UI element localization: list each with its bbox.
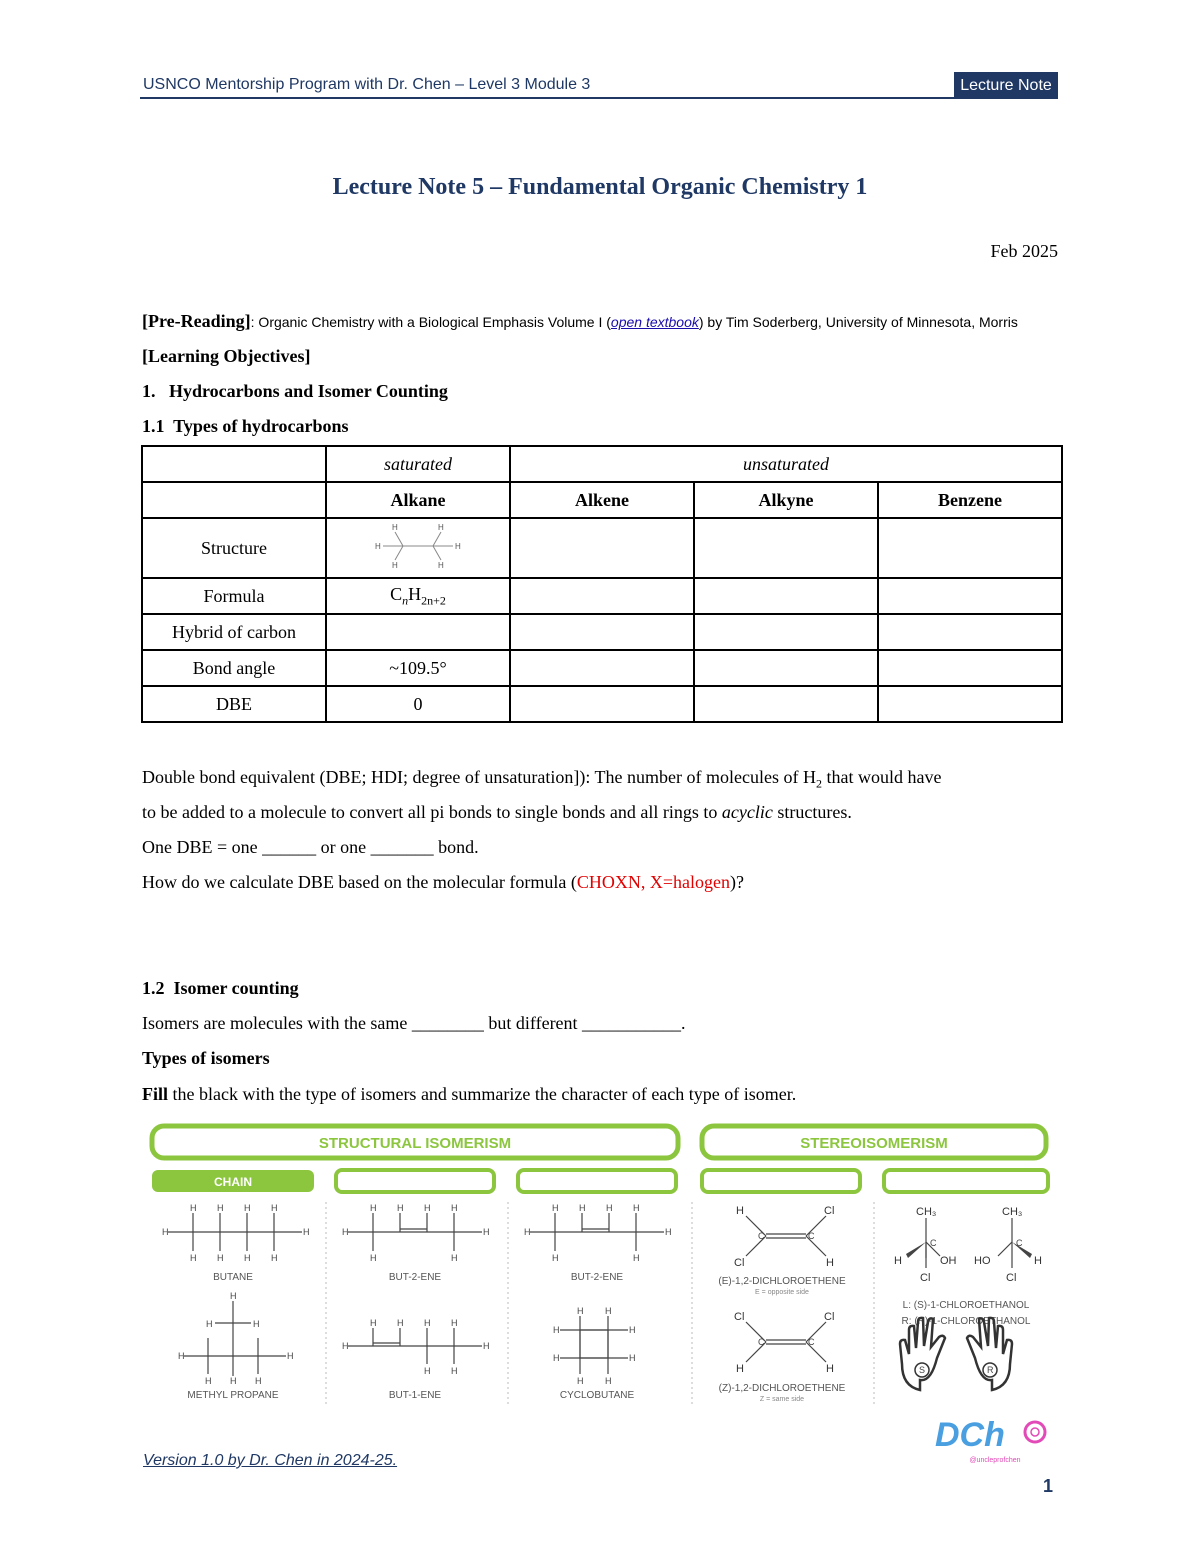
svg-text:H: H — [894, 1255, 902, 1267]
svg-text:H: H — [217, 1253, 224, 1263]
z-dichloroethene-molecule — [719, 1311, 846, 1403]
svg-text:H: H — [162, 1227, 169, 1237]
svg-text:H: H — [665, 1227, 672, 1237]
e-dichloroethene-molecule — [718, 1205, 846, 1296]
svg-text:C: C — [808, 1231, 815, 1241]
benzene-angle — [878, 650, 1062, 686]
chain-tab-text: CHAIN — [214, 1175, 252, 1189]
benzene-formula — [878, 578, 1062, 614]
but2ene-b-molecule — [524, 1203, 672, 1283]
svg-text:C: C — [758, 1231, 765, 1241]
right-hand-icon — [967, 1318, 1012, 1390]
svg-text:Cl: Cl — [734, 1257, 745, 1269]
left-hand-icon — [900, 1318, 945, 1390]
svg-text:H: H — [606, 1203, 613, 1213]
isomers-definition: Isomers are molecules with the same ________ but different ___________. — [142, 1013, 686, 1033]
svg-text:H: H — [253, 1319, 260, 1329]
row-structure-label: Structure — [142, 518, 326, 578]
svg-text:H: H — [342, 1341, 349, 1351]
one-dbe-blank: One DBE = one ______ or one _______ bond. — [142, 837, 479, 857]
prereading-label: [Pre-Reading] — [142, 311, 251, 331]
svg-text:H: H — [553, 1353, 560, 1363]
svg-text:H: H — [629, 1325, 636, 1335]
cyclobutane-label: CYCLOBUTANE — [559, 1390, 635, 1401]
svg-text:H: H — [1034, 1255, 1042, 1267]
methylpropane-label: METHYL PROPANE — [187, 1390, 279, 1401]
unsaturated-header: unsaturated — [510, 446, 1062, 482]
alkane-angle: ~109.5° — [326, 650, 510, 686]
svg-text:H: H — [629, 1353, 636, 1363]
saturated-header: saturated — [326, 446, 510, 482]
svg-text:C: C — [930, 1238, 937, 1248]
atom-h: H — [392, 522, 398, 532]
alkene-angle — [510, 650, 694, 686]
row-dbe-label: DBE — [142, 686, 326, 722]
s-isomer-label: L: (S)-1-CHLOROETHANOL — [902, 1300, 1030, 1311]
e-isomer-label: (E)-1,2-DICHLOROETHENE — [718, 1276, 846, 1287]
svg-text:H: H — [424, 1366, 431, 1376]
svg-text:H: H — [287, 1351, 294, 1361]
hydrocarbon-table — [141, 445, 1063, 723]
page-title: Lecture Note 5 – Fundamental Organic Chemistry 1 — [332, 174, 868, 200]
svg-text:H: H — [577, 1306, 584, 1316]
col-benzene: Benzene — [878, 482, 1062, 518]
version-footer[interactable]: Version 1.0 by Dr. Chen in 2024-25. — [143, 1452, 398, 1469]
svg-text:H: H — [217, 1203, 224, 1213]
svg-text:H: H — [255, 1376, 262, 1386]
cyclobutane-molecule — [553, 1306, 636, 1401]
row-formula-label: Formula — [142, 578, 326, 614]
alkyne-angle — [694, 650, 878, 686]
header-program: USNCO Mentorship Program with Dr. Chen – Level 3 Module 3 — [143, 76, 591, 93]
svg-text:H: H — [271, 1253, 278, 1263]
document-date: Feb 2025 — [990, 241, 1058, 261]
svg-text:Cl: Cl — [824, 1205, 835, 1217]
methylpropane-molecule — [178, 1291, 294, 1401]
svg-text:Cl: Cl — [1006, 1272, 1017, 1284]
svg-text:H: H — [190, 1203, 197, 1213]
svg-text:Cl: Cl — [734, 1311, 745, 1323]
logo-text: DCh — [935, 1416, 1005, 1454]
svg-text:H: H — [230, 1376, 237, 1386]
svg-text:H: H — [524, 1227, 531, 1237]
stereo-banner-text: STEREOISOMERISM — [800, 1135, 948, 1152]
svg-text:H: H — [244, 1253, 251, 1263]
svg-text:H: H — [205, 1376, 212, 1386]
atom-h: H — [455, 541, 461, 551]
svg-text:Cl: Cl — [920, 1272, 931, 1284]
svg-text:H: H — [826, 1363, 834, 1375]
atom-h: H — [375, 541, 381, 551]
svg-text:H: H — [370, 1318, 377, 1328]
header-badge: Lecture Note — [954, 72, 1058, 99]
alkene-formula — [510, 578, 694, 614]
svg-text:Z = same side: Z = same side — [759, 1396, 805, 1403]
alkyne-structure — [694, 518, 878, 578]
svg-text:H: H — [397, 1318, 404, 1328]
svg-text:H: H — [303, 1227, 310, 1237]
svg-text:CH₃: CH₃ — [1002, 1206, 1023, 1218]
alkane-hybrid — [326, 614, 510, 650]
svg-text:H: H — [424, 1203, 431, 1213]
butane-molecule — [162, 1203, 310, 1283]
benzene-hybrid — [878, 614, 1062, 650]
svg-text:H: H — [579, 1203, 586, 1213]
col-alkyne: Alkyne — [694, 482, 878, 518]
section-1-heading: 1. Hydrocarbons and Isomer Counting — [142, 381, 448, 401]
svg-text:Cl: Cl — [824, 1311, 835, 1323]
svg-text:H: H — [397, 1203, 404, 1213]
section-1-1-heading: 1.1 Types of hydrocarbons — [142, 416, 349, 436]
benzene-dbe — [878, 686, 1062, 722]
header-rule — [140, 97, 1057, 99]
prereading-link[interactable]: open textbook — [610, 314, 699, 330]
but2ene-a-molecule — [342, 1203, 490, 1283]
r-chloroethanol-molecule — [974, 1206, 1042, 1284]
types-of-isomers-heading: Types of isomers — [142, 1048, 270, 1068]
svg-text:OH: OH — [940, 1255, 957, 1267]
svg-text:C: C — [808, 1337, 815, 1347]
benzene-structure — [878, 518, 1062, 578]
s-chloroethanol-molecule — [894, 1206, 957, 1284]
svg-text:H: H — [633, 1203, 640, 1213]
col-alkene: Alkene — [510, 482, 694, 518]
table-corner — [142, 446, 326, 482]
isomer-types-figure — [140, 1118, 1060, 1408]
svg-text:H: H — [577, 1376, 584, 1386]
svg-text:H: H — [451, 1318, 458, 1328]
alkyne-dbe — [694, 686, 878, 722]
svg-text:H: H — [553, 1325, 560, 1335]
svg-text:H: H — [483, 1341, 490, 1351]
svg-text:H: H — [244, 1203, 251, 1213]
prereading-line — [142, 311, 1018, 332]
butane-label: BUTANE — [213, 1272, 253, 1283]
but2ene-b-label: BUT-2-ENE — [570, 1272, 624, 1283]
svg-text:H: H — [605, 1376, 612, 1386]
svg-text:H: H — [370, 1203, 377, 1213]
section-1-2-heading: 1.2 Isomer counting — [142, 978, 299, 998]
fill-instruction: Fill the black with the type of isomers and summarize the character of each type of isomer. — [142, 1084, 797, 1104]
alkyne-hybrid — [694, 614, 878, 650]
ethane-structure-diagram — [373, 521, 463, 571]
prereading-text-before: : Organic Chemistry with a Biological Emphasis Volume I ( — [250, 314, 611, 330]
svg-text:H: H — [206, 1319, 213, 1329]
logo-tagline: @uncleprofchen — [969, 1457, 1021, 1464]
svg-text:H: H — [552, 1203, 559, 1213]
svg-text:H: H — [605, 1306, 612, 1316]
z-isomer-label: (Z)-1,2-DICHLOROETHENE — [718, 1383, 846, 1394]
atom-h: H — [438, 522, 444, 532]
structural-banner-text: STRUCTURAL ISOMERISM — [318, 1135, 512, 1152]
svg-text:H: H — [736, 1205, 744, 1217]
svg-text:S: S — [919, 1365, 926, 1375]
table-blank — [142, 482, 326, 518]
svg-text:H: H — [342, 1227, 349, 1237]
svg-text:H: H — [451, 1203, 458, 1213]
svg-text:CH₃: CH₃ — [916, 1206, 937, 1218]
svg-text:H: H — [451, 1253, 458, 1263]
atom-h: H — [438, 560, 444, 570]
prereading-text-after: ) by Tim Soderberg, University of Minnesota, Morris — [698, 314, 1018, 330]
alkene-dbe — [510, 686, 694, 722]
dbe-calc-question: How do we calculate DBE based on the molecular formula (CHOXN, X=halogen)? — [142, 872, 744, 892]
alkane-structure — [326, 518, 510, 578]
alkane-dbe: 0 — [326, 686, 510, 722]
svg-text:H: H — [633, 1253, 640, 1263]
blank-tab-5 — [884, 1170, 1048, 1192]
svg-text:H: H — [451, 1366, 458, 1376]
blank-tab-3 — [518, 1170, 676, 1192]
svg-text:H: H — [190, 1253, 197, 1263]
svg-text:H: H — [483, 1227, 490, 1237]
alkene-structure — [510, 518, 694, 578]
blank-tab-4 — [702, 1170, 860, 1192]
row-hybrid-label: Hybrid of carbon — [142, 614, 326, 650]
but1ene-label: BUT-1-ENE — [388, 1390, 442, 1401]
svg-text:H: H — [178, 1351, 185, 1361]
svg-text:H: H — [552, 1253, 559, 1263]
dbe-definition-line1: Double bond equivalent (DBE; HDI; degree of unsaturation]): The number of molecules of $H_2$ that would have — [142, 767, 942, 791]
alkane-formula: $C_nH_{2n+2}$ — [326, 578, 510, 614]
svg-text:H: H — [424, 1318, 431, 1328]
svg-text:H: H — [271, 1203, 278, 1213]
alkyne-formula — [694, 578, 878, 614]
svg-text:E = opposite side: E = opposite side — [755, 1289, 809, 1296]
alkene-hybrid — [510, 614, 694, 650]
svg-text:H: H — [370, 1253, 377, 1263]
svg-text:HO: HO — [974, 1255, 991, 1267]
svg-text:H: H — [736, 1363, 744, 1375]
dbe-definition-line2: to be added to a molecule to convert all pi bonds to single bonds and all rings to acyclic structures. — [142, 802, 852, 822]
dch-logo — [935, 1410, 1055, 1470]
col-alkane: Alkane — [326, 482, 510, 518]
row-angle-label: Bond angle — [142, 650, 326, 686]
blank-tab-2 — [336, 1170, 494, 1192]
page-number: 1 — [1043, 1476, 1054, 1496]
but2ene-a-label: BUT-2-ENE — [388, 1272, 442, 1283]
svg-text:R: R — [987, 1365, 994, 1375]
but1ene-molecule — [342, 1318, 490, 1401]
atom-h: H — [392, 560, 398, 570]
svg-text:C: C — [758, 1337, 765, 1347]
r-isomer-label: R: (R)-1-CHLOROETHANOL — [901, 1316, 1031, 1327]
objectives-heading: [Learning Objectives] — [142, 346, 311, 366]
svg-text:H: H — [826, 1257, 834, 1269]
svg-text:H: H — [230, 1291, 237, 1301]
svg-text:C: C — [1016, 1238, 1023, 1248]
